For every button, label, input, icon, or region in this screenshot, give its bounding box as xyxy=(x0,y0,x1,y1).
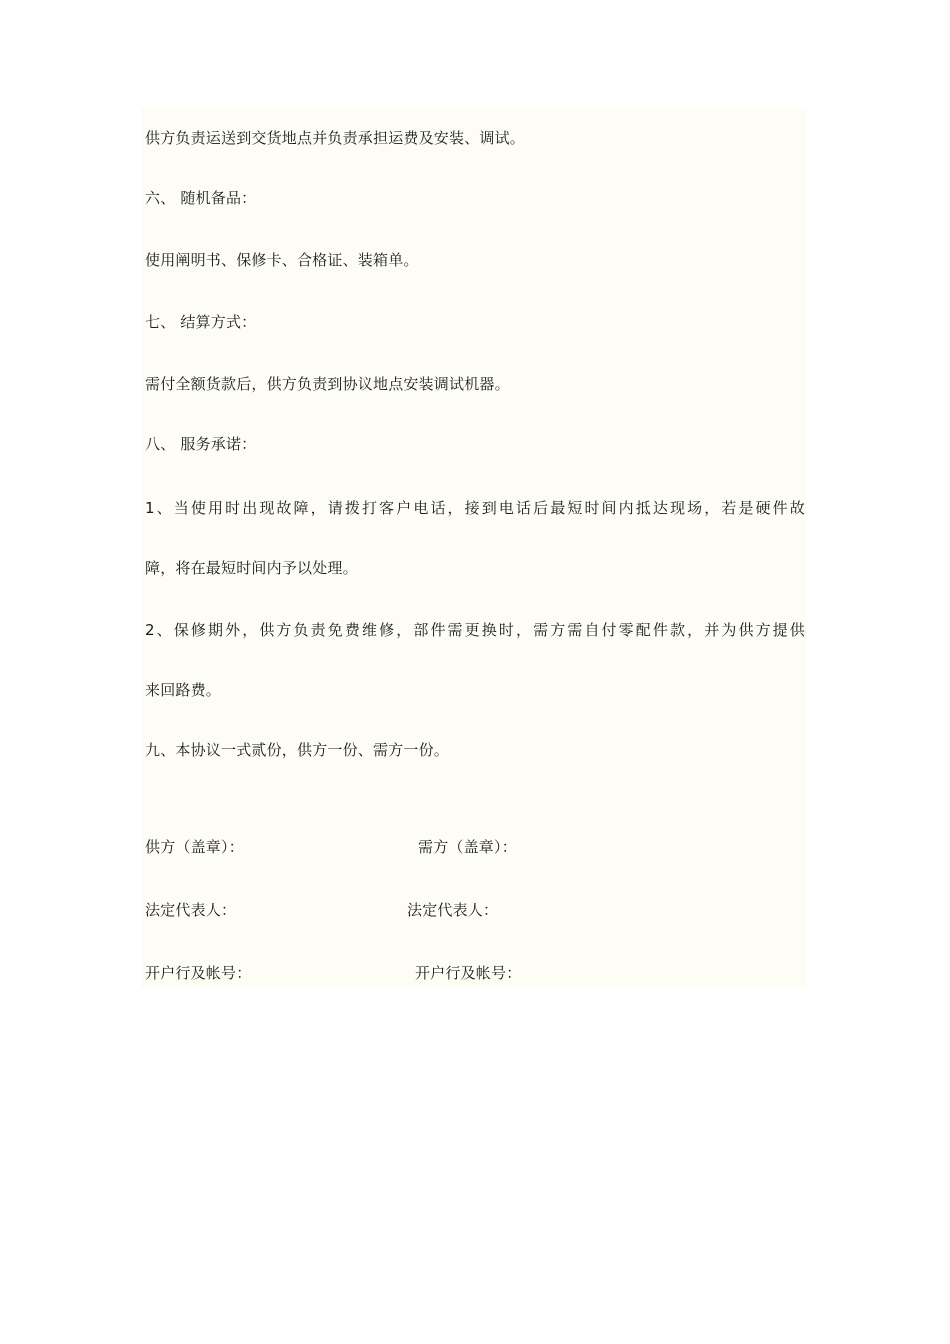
service-item-2-line-1: 2、保修期外，供方负责免费维修，部件需更换时，需方需自付零配件款，并为供方提供 xyxy=(145,621,805,639)
service-item-1-line-2: 障，将在最短时间内予以处理。 xyxy=(145,559,358,577)
section-7-heading: 七、 结算方式： xyxy=(145,313,257,331)
buyer-seal-label: 需方（盖章）： xyxy=(418,838,517,856)
buyer-bank-label: 开户行及帐号： xyxy=(415,964,522,982)
supplier-rep-label: 法定代表人： xyxy=(145,901,237,919)
supplier-bank-label: 开户行及帐号： xyxy=(145,964,252,982)
service-item-1-line-1: 1、当使用时出现故障，请拨打客户电话，接到电话后最短时间内抵达现场，若是硬件故 xyxy=(145,499,805,517)
service-item-2-line-2: 来回路费。 xyxy=(145,681,222,699)
supplier-seal-label: 供方（盖章）： xyxy=(145,838,244,856)
delivery-terms: 供方负责运送到交货地点并负责承担运费及安装、调试。 xyxy=(145,129,526,147)
accessories-list: 使用阐明书、保修卡、合格证、装箱单。 xyxy=(145,251,419,269)
section-8-heading: 八、 服务承诺： xyxy=(145,435,257,453)
payment-terms: 需付全额货款后，供方负责到协议地点安装调试机器。 xyxy=(145,375,510,393)
section-6-heading: 六、 随机备品： xyxy=(145,189,257,207)
buyer-rep-label: 法定代表人： xyxy=(407,901,499,919)
section-9-copies: 九、本协议一式贰份，供方一份、需方一份。 xyxy=(145,741,450,759)
